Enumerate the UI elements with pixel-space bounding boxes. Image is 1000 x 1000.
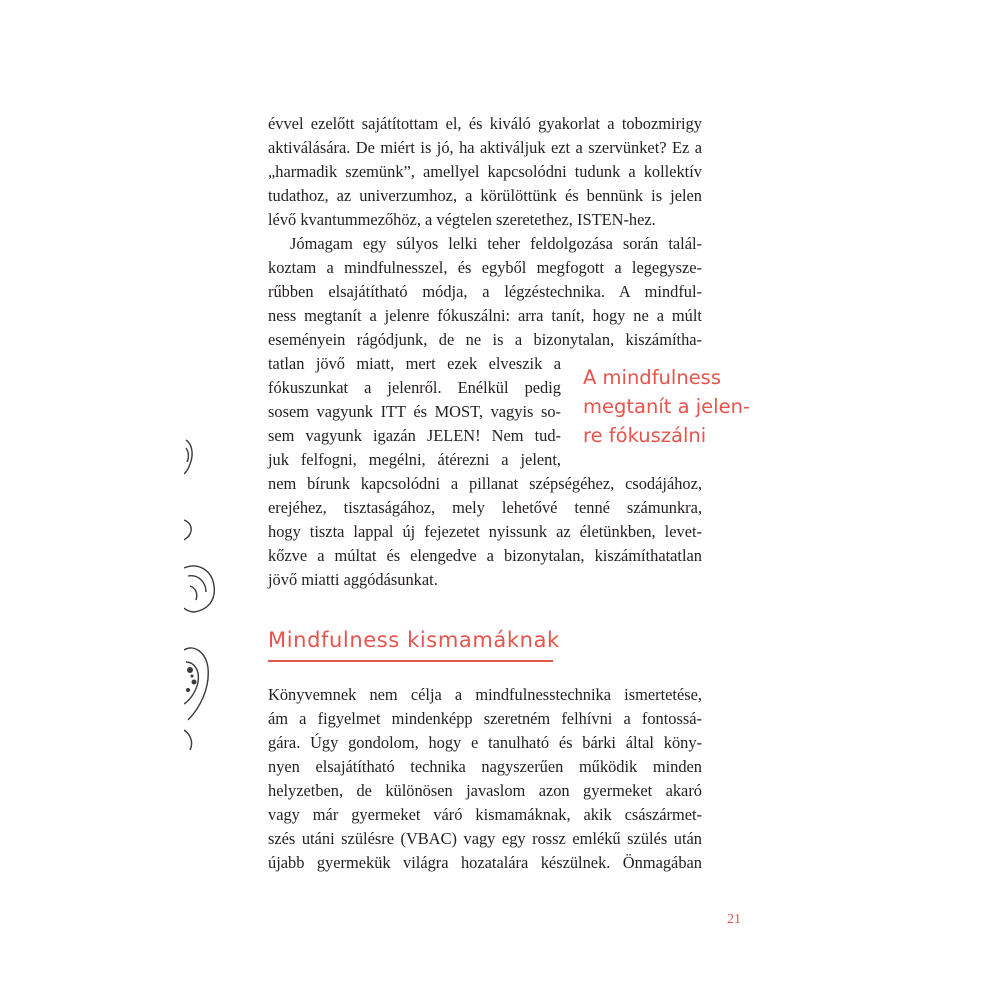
paragraph-line: rűbben elsajátítható módja, a légzéstechnika. A mindful- [268,282,702,301]
paragraph-line: ám a figyelmet mindenképp szeretném felhívni a fontossá- [268,709,702,728]
paragraph-line: hogy tiszta lappal új fejezetet nyissunk az életünkben, levet- [268,522,702,541]
paragraph-line: vagy már gyermeket váró kismamáknak, akik császármet- [268,805,702,824]
paragraph-line: ness megtanít a jelenre fókuszálni: arra tanít, hogy ne a múlt [268,306,702,325]
paragraph-line: lévő kvantummezőhöz, a végtelen szeretethez, ISTEN-hez. [268,210,656,229]
paragraph-line: tudathoz, az univerzumhoz, a körülöttünk és bennünk is jelen [268,186,702,205]
page-number: 21 [727,912,741,927]
paragraph-line: aktiválására. De miért is jó, ha aktiváljuk ezt a szervünket? Ez a [268,138,702,157]
paragraph-line: sosem vagyunk ITT és MOST, vagyis so- [268,402,561,421]
pull-quote-line: re fókuszálni [583,424,707,447]
botanical-illustration [184,430,220,760]
paragraph-line: Jómagam egy súlyos lelki teher feldolgozása során talál- [290,234,702,253]
paragraph-line: gára. Úgy gondolom, hogy e tanulható és bárki által köny- [268,733,702,752]
paragraph-line: évvel ezelőtt sajátítottam el, és kiváló gyakorlat a tobozmirigy [268,114,702,133]
paragraph-line: erejéhez, tisztaságához, mely lehetővé tenné számunkra, [268,498,702,517]
pull-quote-line: A mindfulness [583,366,722,389]
paragraph-line: nyen elsajátítható technika nagyszerűen működik minden [268,757,702,776]
paragraph-line: szés utáni szülésre (VBAC) vagy egy rossz emlékű szülés után [268,829,702,848]
pull-quote [583,363,758,450]
paragraph-line: tatlan jövő miatt, mert ezek elveszik a [268,354,561,373]
paragraph-line: Könyvemnek nem célja a mindfulnesstechnika ismertetése, [268,685,702,704]
paragraph-line: helyzetben, de különösen javaslom azon gyermeket akaró [268,781,702,800]
pull-quote-line: megtanít a jelen- [583,395,750,418]
paragraph-line: jövő miatti aggódásunkat. [268,570,438,589]
paragraph-line: koztam a mindfulnesszel, és egyből megfogott a legegysze- [268,258,702,277]
section-heading: Mindfulness kismamáknak [268,628,560,652]
paragraph-line: eseményein rágódjunk, de ne is a bizonytalan, kiszámítha- [268,330,702,349]
heading-underline [268,660,553,662]
paragraph-line: juk felfogni, megélni, átérezni a jelent, [268,450,561,469]
paragraph-line: fókuszunkat a jelenről. Enélkül pedig [268,378,561,397]
paragraph-line: újabb gyermekük világra hozatalára készülnek. Önmagában [268,853,702,872]
paragraph-line: „harmadik szemünk”, amellyel kapcsolódni tudunk a kollektív [268,162,702,181]
paragraph-line: nem bírunk kapcsolódni a pillanat szépségéhez, csodájához, [268,474,702,493]
paragraph-line: sem vagyunk igazán JELEN! Nem tud- [268,426,561,445]
paragraph-line: kőzve a múltat és elengedve a bizonytalan, kiszámíthatatlan [268,546,702,565]
